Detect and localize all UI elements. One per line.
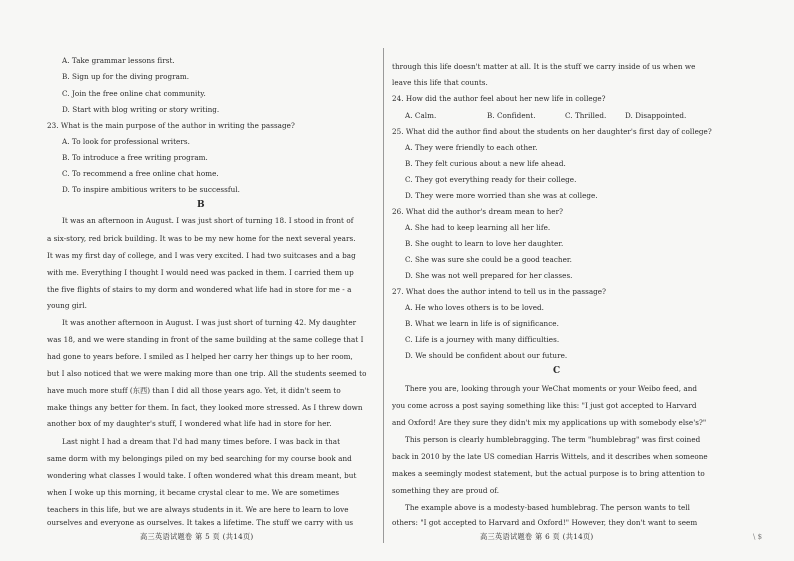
q25-option-b: B. They felt curious about a new life ahead. xyxy=(405,159,566,168)
question-25: 25. What did the author find about the students on her daughter's first day of college? xyxy=(392,127,712,136)
passage-b-line: was 18, and we were standing in front of the same building at the same college that I xyxy=(47,335,364,344)
passage-b-line: ourselves and everyone as ourselves. It takes a lifetime. The stuff we carry with us xyxy=(47,518,354,527)
page-footer-left: 高三英语试题卷 第 5 页 (共14页) xyxy=(140,532,254,541)
q26-option-c: C. She was sure she could be a good teacher. xyxy=(405,255,572,264)
passage-c-line: something they are proud of. xyxy=(392,486,500,495)
q22-option-a: A. Take grammar lessons first. xyxy=(62,56,175,65)
left-page xyxy=(0,0,380,561)
passage-b-line: Last night I had a dream that I'd had many times before. I was back in that xyxy=(62,437,341,446)
q22-option-c: C. Join the free online chat community. xyxy=(62,89,206,98)
passage-c-line: makes a seemingly modest statement, but the actual purpose is to bring attention to xyxy=(392,469,705,478)
question-23: 23. What is the main purpose of the author in writing the passage? xyxy=(47,121,295,130)
q24-option-d: D. Disappointed. xyxy=(625,111,687,120)
passage-c-line: There you are, looking through your WeChat moments or your Weibo feed, and xyxy=(405,384,698,393)
question-24: 24. How did the author feel about her new life in college? xyxy=(392,94,606,103)
q23-option-b: B. To introduce a free writing program. xyxy=(62,153,208,162)
passage-b-line: wondering what classes I would take. I often wondered what this dream meant, but xyxy=(47,471,357,480)
passage-c-line: The example above is a modesty-based humblebrag. The person wants to tell xyxy=(405,503,690,512)
passage-b-line: with me. Everything I thought I would need was packed in them. I carried them up xyxy=(47,268,354,277)
section-b-heading: B xyxy=(197,200,205,210)
page-footer-right: 高三英语试题卷 第 6 页 (共14页) xyxy=(480,532,594,541)
passage-c-line: and Oxford! Are they sure they didn't mix my applications up with somebody else's?" xyxy=(392,418,707,427)
passage-c-line: you come across a post saying something like this: "I just got accepted to Harvard xyxy=(392,401,697,410)
q23-option-d: D. To inspire ambitious writers to be successful. xyxy=(62,185,240,194)
q27-option-a: A. He who loves others is to be loved. xyxy=(405,303,545,312)
q22-option-d: D. Start with blog writing or story writing. xyxy=(62,105,220,114)
passage-b-line: young girl. xyxy=(47,301,88,310)
q27-option-d: D. We should be confident about our future. xyxy=(405,351,568,360)
passage-b-line: another box of my daughter's stuff, I wondered what life had in store for her. xyxy=(47,419,332,428)
passage-c-line: others: "I got accepted to Harvard and Oxford!" However, they don't want to seem xyxy=(392,518,698,527)
right-page xyxy=(385,0,794,561)
passage-b-line: the five flights of stairs to my dorm and wondered what life had in store for me - a xyxy=(47,285,352,294)
page-divider xyxy=(383,48,384,543)
passage-b-line: make things any better for them. In fact, they looked more stressed. As I threw down xyxy=(47,403,363,412)
passage-b-line: It was my first day of college, and I was very excited. I had two suitcases and a bag xyxy=(47,251,356,260)
scan-mark: \ $ xyxy=(753,533,763,541)
passage-b-line: It was an afternoon in August. I was just short of turning 18. I stood in front of xyxy=(62,216,354,225)
q24-option-a: A. Calm. xyxy=(405,111,437,120)
passage-c-line: This person is clearly humblebragging. The term "humblebrag" was first coined xyxy=(405,435,701,444)
q23-option-a: A. To look for professional writers. xyxy=(62,137,190,146)
passage-b-line: It was another afternoon in August. I was just short of turning 42. My daughter xyxy=(62,318,357,327)
passage-b-line: when I woke up this morning, it became crystal clear to me. We are sometimes xyxy=(47,488,340,497)
passage-b-continued: through this life doesn't matter at all. It is the stuff we carry inside of us when we xyxy=(392,62,696,71)
passage-b-line: had gone to years before. I smiled as I helped her carry her things up to her room, xyxy=(47,352,353,361)
q27-option-b: B. What we learn in life is of significance. xyxy=(405,319,559,328)
q22-option-b: B. Sign up for the diving program. xyxy=(62,72,190,81)
section-c-heading: C xyxy=(553,366,561,376)
passage-b-line: have much more stuff (东西) than I did all those years ago. Yet, it didn't seem to xyxy=(47,386,341,395)
passage-b-line: same dorm with my belongings piled on my bed searching for my course book and xyxy=(47,454,352,463)
q26-option-a: A. She had to keep learning all her life. xyxy=(405,223,551,232)
passage-b-continued: leave this life that counts. xyxy=(392,78,488,87)
passage-c-line: back in 2010 by the late US comedian Harris Wittels, and it describes when someone xyxy=(392,452,708,461)
passage-b-line: teachers in this life, but we are always students in it. We are here to learn to love xyxy=(47,505,349,514)
q24-option-c: C. Thrilled. xyxy=(565,111,607,120)
q25-option-d: D. They were more worried than she was at college. xyxy=(405,191,598,200)
q24-option-b: B. Confident. xyxy=(487,111,536,120)
q25-option-c: C. They got everything ready for their college. xyxy=(405,175,577,184)
question-26: 26. What did the author's dream mean to her? xyxy=(392,207,563,216)
question-27: 27. What does the author intend to tell us in the passage? xyxy=(392,287,607,296)
q26-option-d: D. She was not well prepared for her classes. xyxy=(405,271,573,280)
q23-option-c: C. To recommend a free online chat home. xyxy=(62,169,219,178)
passage-b-line: a six-story, red brick building. It was to be my new home for the next several years. xyxy=(47,234,356,243)
q27-option-c: C. Life is a journey with many difficulties. xyxy=(405,335,560,344)
passage-b-line: but I also noticed that we were making more than one trip. All the students seemed to xyxy=(47,369,367,378)
q25-option-a: A. They were friendly to each other. xyxy=(405,143,538,152)
q26-option-b: B. She ought to learn to love her daughter. xyxy=(405,239,564,248)
